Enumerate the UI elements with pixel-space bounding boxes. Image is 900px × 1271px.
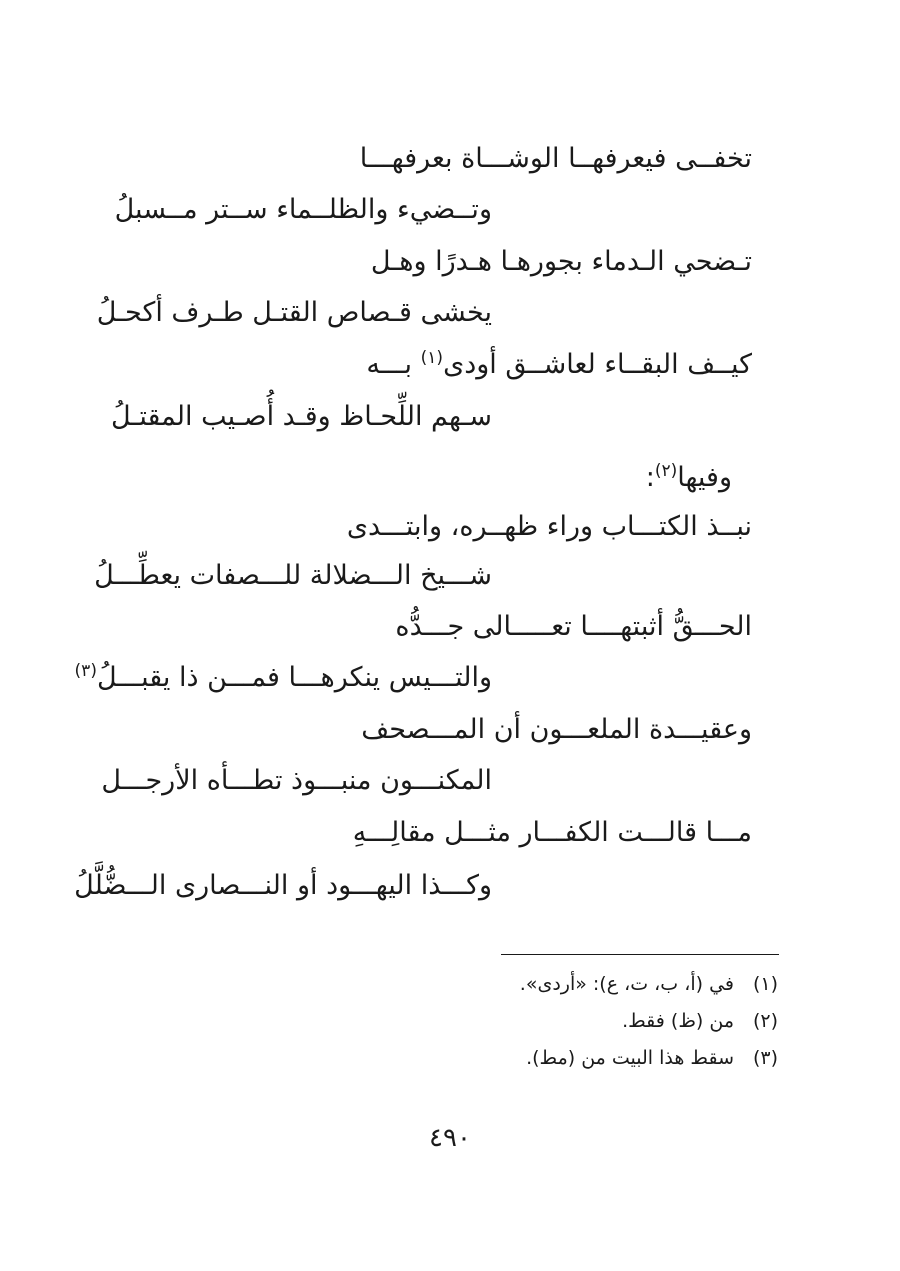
verse-6-second-hemistich: المكنـــون منبـــوذ تطـــأه الأرجـــل: [101, 765, 492, 796]
footnote-1: (١)في (أ، ب، ت، ع): «أردى».: [519, 973, 778, 995]
verse-7-second-hemistich: وكـــذا اليهـــود أو النـــصارى الـــضُّلَّلُ: [74, 870, 492, 901]
verse-7-first-hemistich: مـــا قالـــت الكفـــار مثـــل مقالِـــهِ: [352, 817, 752, 848]
footnotes: [278, 966, 778, 1077]
verse-4-first-hemistich: نبــذ الكتـــاب وراء ظهــره، وابتـــدى: [346, 511, 752, 542]
section-intro: وفيها$^{(٢)}$:: [645, 461, 732, 493]
verse-3-second-hemistich: سـهم اللِّحـاظ وقـد أُصـيب المقتـلُ: [110, 401, 492, 432]
footnote-3: (٣)سقط هذا البيت من (مط).: [526, 1047, 778, 1069]
page-number: ٤٩٠: [429, 1123, 471, 1153]
footnote-2: (٢)من (ظ) فقط.: [622, 1010, 778, 1032]
footnote-ref-2: (٢): [654, 461, 678, 481]
verse-4-second-hemistich: شـــيخ الـــضلالة للـــصفات يعطِّـــلُ: [94, 560, 492, 591]
verse-1-first-hemistich: تخفــى فيعرفهــا الوشـــاة بعرفهـــا: [359, 143, 752, 174]
verse-5-second-hemistich: والتـــيس ينكرهـــا فمـــن ذا يقبـــلُ$^{(٣)}$: [74, 661, 492, 693]
footnote-separator: [501, 954, 779, 955]
verse-3-first-hemistich: كيــف البقــاء لعاشــق أودى$^{(١)}$ بـــه: [366, 348, 752, 380]
verse-2-second-hemistich: يخشى قـصاص القتـل طـرف أكحـلُ: [96, 297, 492, 328]
verse-2-first-hemistich: تـضحي الـدماء بجورهـا هـدرًا وهـل: [370, 246, 752, 277]
verse-6-first-hemistich: وعقيـــدة الملعـــون أن المـــصحف: [361, 714, 752, 745]
verse-5-first-hemistich: الحـــقُّ أثبتهــــا تعـــــالى جـــدُّه: [395, 611, 752, 642]
footnote-ref-1: (١): [420, 348, 444, 368]
footnote-ref-3: (٣): [74, 661, 97, 681]
verse-1-second-hemistich: وتــضيء والظلــماء ســتر مــسبلُ: [114, 194, 492, 225]
